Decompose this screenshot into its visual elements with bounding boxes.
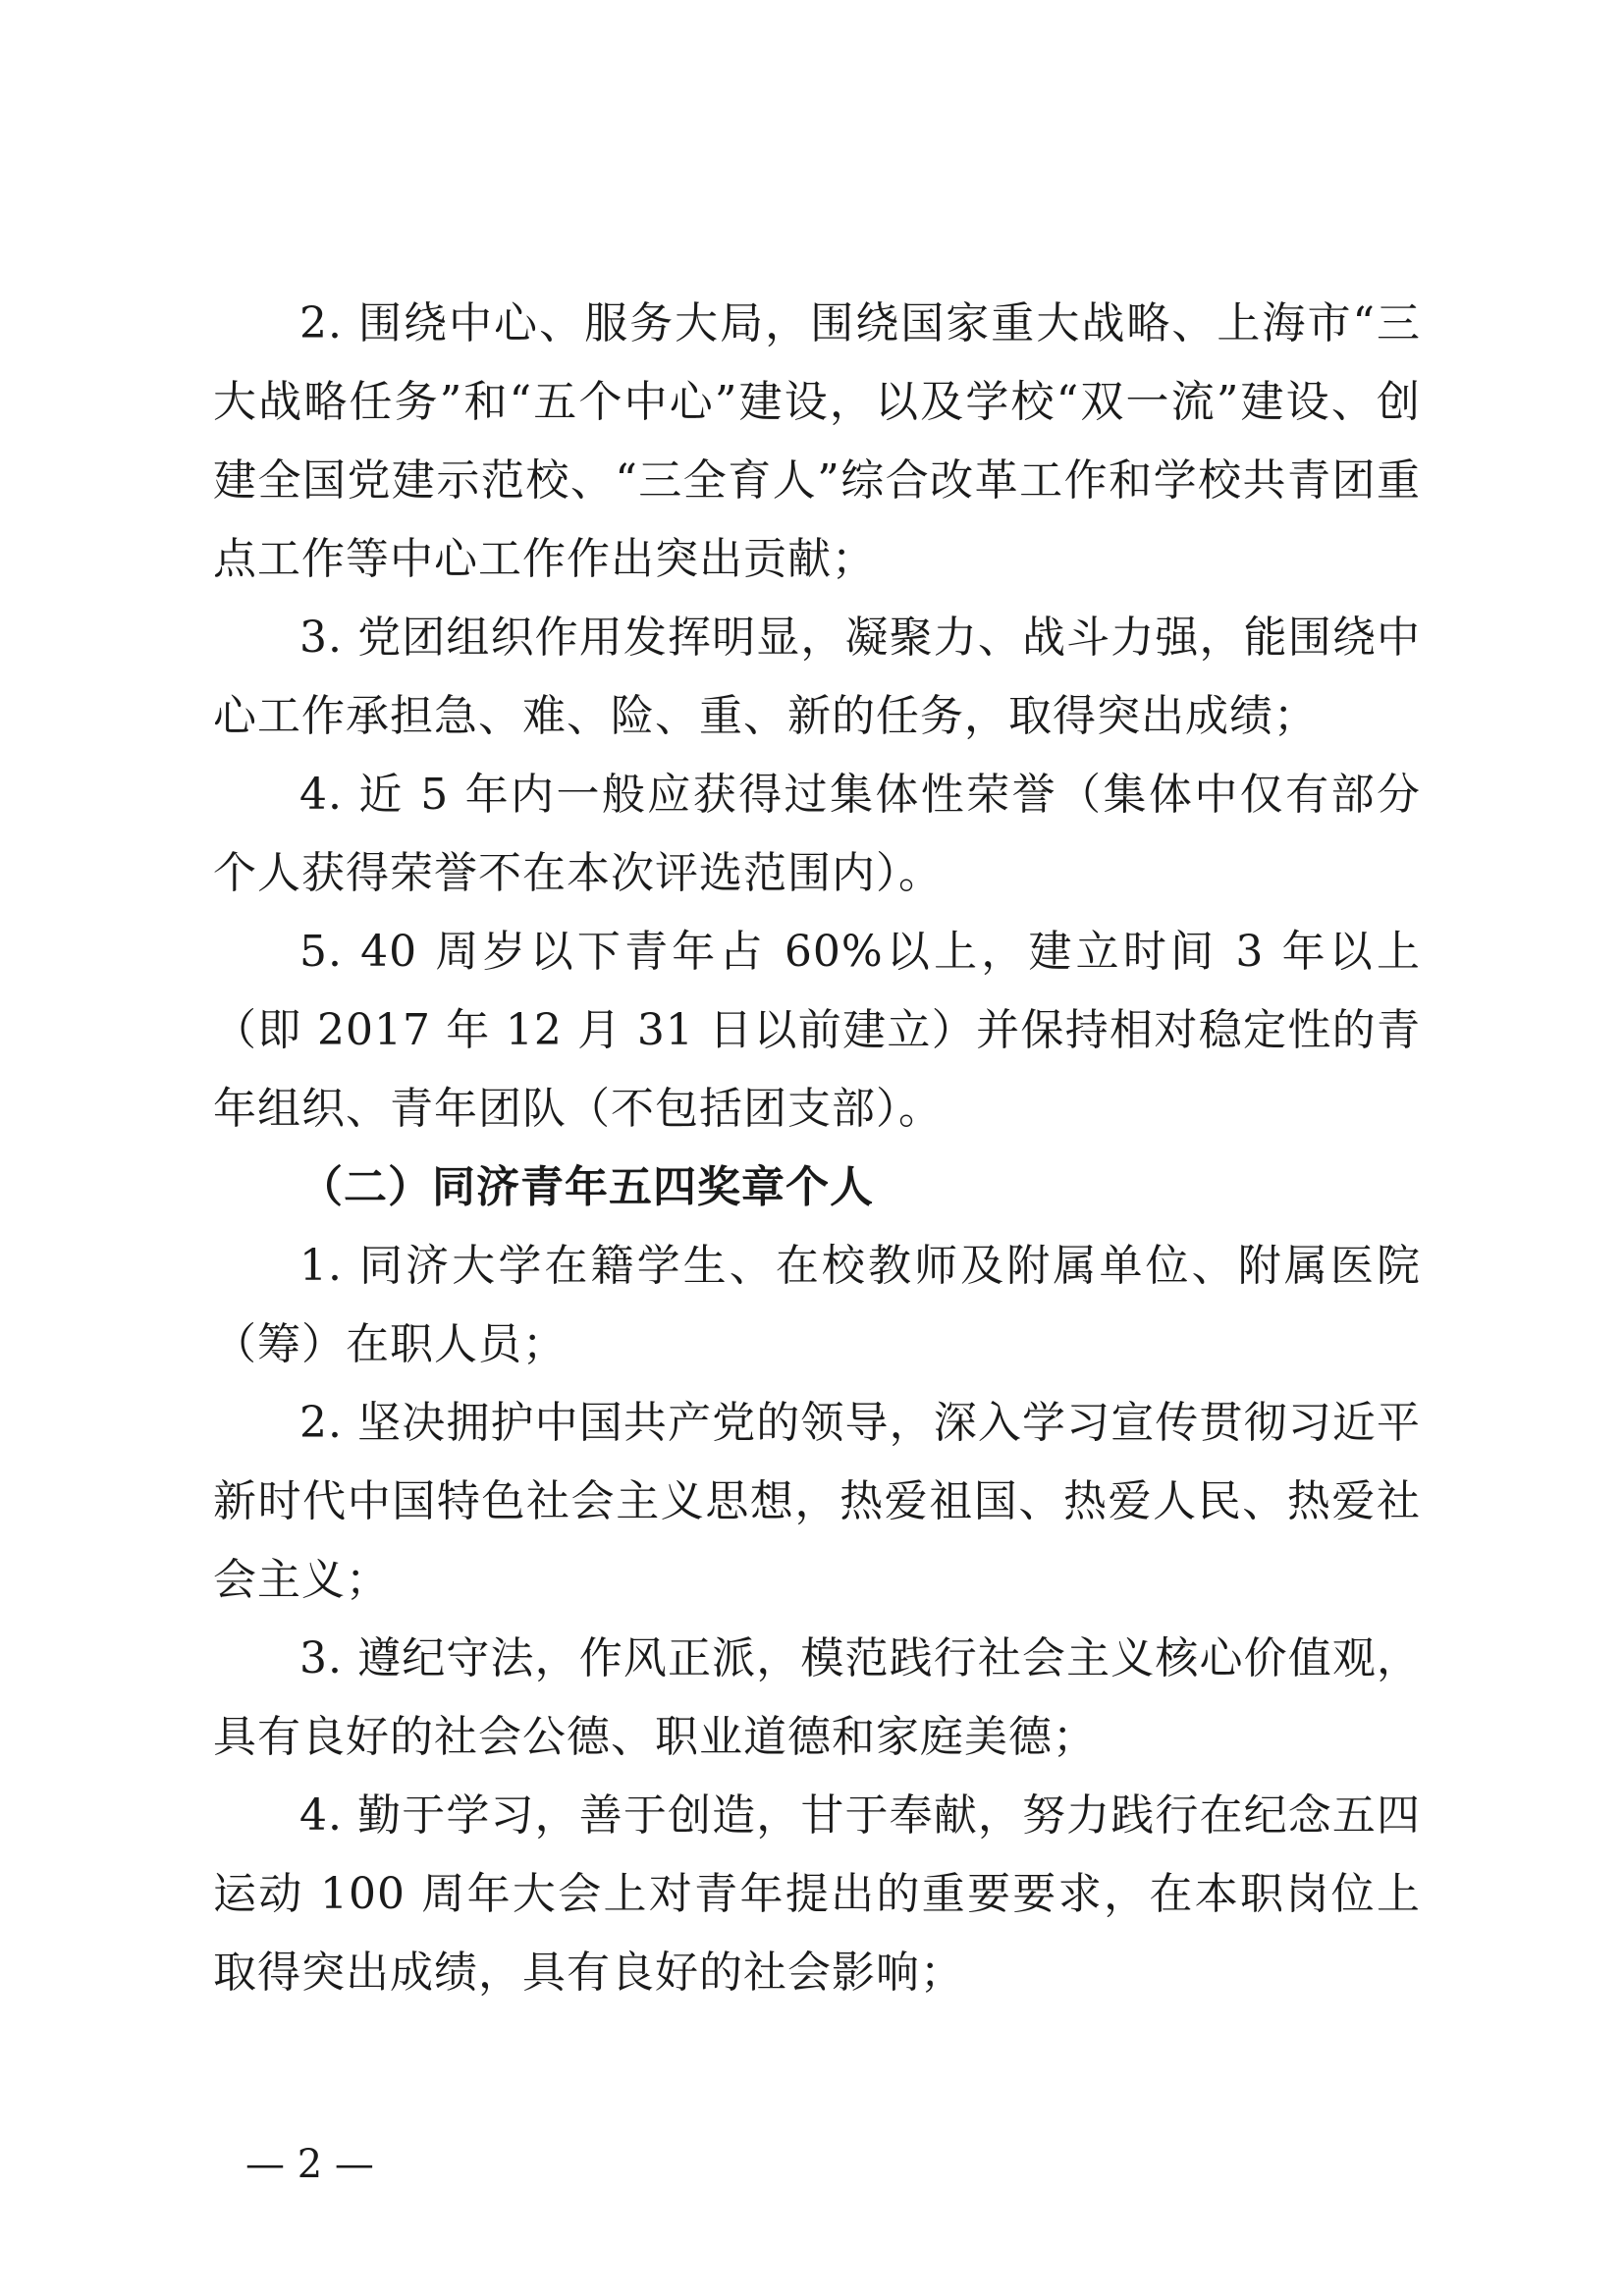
paragraph-individual-criterion-3: 3. 遵纪守法，作风正派，模范践行社会主义核心价值观，具有良好的社会公德、职业道德和家庭美德； [213, 1633, 1421, 1762]
section-heading-individual-award: （二）同济青年五四奖章个人 [299, 1162, 874, 1212]
paragraph-criterion-2: 2. 围绕中心、服务大局，围绕国家重大战略、上海市“三大战略任务”和“五个中心”建设，以及学校“双一流”建设、创建全国党建示范校、“三全育人”综合改革工作和学校共青团重点工作等中心工作作出突出贡献； [213, 298, 1421, 584]
document-body [213, 285, 1421, 2012]
paragraph-individual-criterion-1: 1. 同济大学在籍学生、在校教师及附属单位、附属医院（筹）在职人员； [213, 1241, 1421, 1369]
paragraph-criterion-3: 3. 党团组织作用发挥明显，凝聚力、战斗力强，能围绕中心工作承担急、难、险、重、新的任务，取得突出成绩； [213, 613, 1421, 741]
page-number: — 2 — [245, 2142, 374, 2187]
paragraph-criterion-5: 5. 40 周岁以下青年占 60%以上，建立时间 3 年以上 （即 2017 年 12 月 31 日以前建立）并保持相对稳定性的青年组织、青年团队（不包括团支部）。 [213, 927, 1421, 1134]
paragraph-criterion-4: 4. 近 5 年内一般应获得过集体性荣誉（集体中仅有部分个人获得荣誉不在本次评选范围内）。 [213, 770, 1421, 898]
paragraph-individual-criterion-2: 2. 坚决拥护中国共产党的领导，深入学习宣传贯彻习近平新时代中国特色社会主义思想，热爱祖国、热爱人民、热爱社会主义； [213, 1398, 1421, 1605]
paragraph-individual-criterion-4: 4. 勤于学习，善于创造，甘于奉献，努力践行在纪念五四运动 100 周年大会上对青年提出的重要要求，在本职岗位上取得突出成绩，具有良好的社会影响； [213, 1790, 1421, 1998]
